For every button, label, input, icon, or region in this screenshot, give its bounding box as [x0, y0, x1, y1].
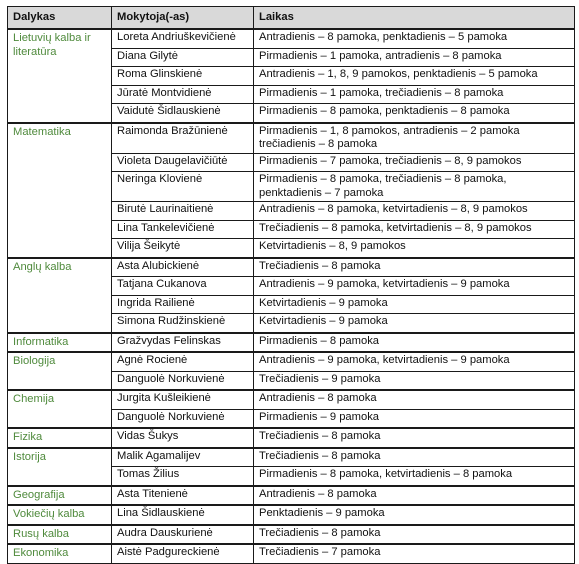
time-cell: Pirmadienis – 1, 8 pamokos, antradienis – 2 pamoka trečiadienis – 8 pamoka [254, 123, 575, 154]
teacher-cell: Neringa Klovienė [112, 172, 254, 202]
header-subject: Dalykas [8, 7, 112, 30]
teacher-cell: Roma Glinskienė [112, 67, 254, 86]
teacher-cell: Lina Šidlauskienė [112, 505, 254, 525]
time-cell: Antradienis – 8 pamoka, penktadienis – 5 pamoka [254, 29, 575, 48]
teacher-cell: Tomas Žilius [112, 467, 254, 486]
subject-cell: Biologija [8, 352, 112, 390]
teacher-cell: Vilija Šeikytė [112, 239, 254, 258]
subject-cell: Anglų kalba [8, 258, 112, 333]
table-row [8, 123, 575, 154]
teacher-cell: Malik Agamalijev [112, 448, 254, 467]
time-cell: Pirmadienis – 8 pamoka [254, 333, 575, 353]
time-cell: Trečiadienis – 8 pamoka [254, 448, 575, 467]
time-cell: Antradienis – 1, 8, 9 pamokos, penktadienis – 5 pamoka [254, 67, 575, 86]
teacher-cell: Asta Titenienė [112, 486, 254, 506]
subject-cell: Rusų kalba [8, 525, 112, 545]
teacher-cell: Audra Dauskurienė [112, 525, 254, 545]
table-body [8, 29, 575, 563]
subject-cell: Istorija [8, 448, 112, 486]
teacher-cell: Asta Alubickienė [112, 258, 254, 277]
teacher-cell: Danguolė Norkuvienė [112, 371, 254, 390]
time-cell: Pirmadienis – 8 pamoka, ketvirtadienis – 8 pamoka [254, 467, 575, 486]
time-cell: Ketvirtadienis – 8, 9 pamokos [254, 239, 575, 258]
teacher-cell: Tatjana Cukanova [112, 277, 254, 296]
subject-cell: Fizika [8, 428, 112, 448]
teacher-cell: Danguolė Norkuvienė [112, 409, 254, 428]
time-cell: Antradienis – 9 pamoka, ketvirtadienis – 9 pamoka [254, 352, 575, 371]
time-cell: Antradienis – 9 pamoka, ketvirtadienis – 9 pamoka [254, 277, 575, 296]
teacher-cell: Vidas Šukys [112, 428, 254, 448]
time-cell: Trečiadienis – 9 pamoka [254, 371, 575, 390]
time-cell: Pirmadienis – 8 pamoka, penktadienis – 8 pamoka [254, 104, 575, 123]
teacher-cell: Lina Tankelevičienė [112, 220, 254, 239]
time-cell: Antradienis – 8 pamoka, ketvirtadienis – 8, 9 pamokos [254, 202, 575, 221]
table-row [8, 486, 575, 506]
table-row [8, 258, 575, 277]
teacher-cell: Raimonda Bražūnienė [112, 123, 254, 154]
time-cell: Antradienis – 8 pamoka [254, 390, 575, 409]
time-cell: Pirmadienis – 9 pamoka [254, 409, 575, 428]
time-cell: Pirmadienis – 7 pamoka, trečiadienis – 8, 9 pamokos [254, 153, 575, 172]
time-cell: Pirmadienis – 1 pamoka, trečiadienis – 8 pamoka [254, 85, 575, 104]
time-cell: Trečiadienis – 8 pamoka, ketvirtadienis – 8, 9 pamokos [254, 220, 575, 239]
table-row [8, 428, 575, 448]
time-cell: Ketvirtadienis – 9 pamoka [254, 295, 575, 314]
table-row [8, 29, 575, 48]
teacher-cell: Violeta Daugelavičiūtė [112, 153, 254, 172]
time-cell: Ketvirtadienis – 9 pamoka [254, 314, 575, 333]
time-cell: Trečiadienis – 8 pamoka [254, 258, 575, 277]
time-cell: Trečiadienis – 8 pamoka [254, 525, 575, 545]
subject-cell: Ekonomika [8, 544, 112, 563]
teacher-cell: Simona Rudžinskienė [112, 314, 254, 333]
teacher-cell: Diana Gilytė [112, 48, 254, 67]
subject-cell: Informatika [8, 333, 112, 353]
subject-cell: Matematika [8, 123, 112, 258]
header-teacher: Mokytoja(-as) [112, 7, 254, 30]
subject-cell: Lietuvių kalba ir literatūra [8, 29, 112, 123]
teacher-cell: Vaidutė Šidlauskienė [112, 104, 254, 123]
time-cell: Trečiadienis – 7 pamoka [254, 544, 575, 563]
teacher-cell: Ingrida Railienė [112, 295, 254, 314]
teacher-cell: Gražvydas Felinskas [112, 333, 254, 353]
consultation-schedule-table [7, 6, 575, 564]
teacher-cell: Agnė Rocienė [112, 352, 254, 371]
table-row [8, 390, 575, 409]
header-time: Laikas [254, 7, 575, 30]
table-row [8, 352, 575, 371]
time-cell: Penktadienis – 9 pamoka [254, 505, 575, 525]
time-cell: Pirmadienis – 8 pamoka, trečiadienis – 8 pamoka, penktadienis – 7 pamoka [254, 172, 575, 202]
teacher-cell: Jūratė Montvidienė [112, 85, 254, 104]
time-cell: Antradienis – 8 pamoka [254, 486, 575, 506]
teacher-cell: Aistė Padgureckienė [112, 544, 254, 563]
teacher-cell: Birutė Laurinaitienė [112, 202, 254, 221]
table-row [8, 544, 575, 563]
header-row [8, 7, 575, 30]
teacher-cell: Loreta Andriuškevičienė [112, 29, 254, 48]
table-row [8, 505, 575, 525]
subject-cell: Vokiečių kalba [8, 505, 112, 525]
time-cell: Trečiadienis – 8 pamoka [254, 428, 575, 448]
table-row [8, 525, 575, 545]
subject-cell: Chemija [8, 390, 112, 428]
time-cell: Pirmadienis – 1 pamoka, antradienis – 8 pamoka [254, 48, 575, 67]
table-row [8, 448, 575, 467]
table-row [8, 333, 575, 353]
teacher-cell: Jurgita Kušleikienė [112, 390, 254, 409]
subject-cell: Geografija [8, 486, 112, 506]
